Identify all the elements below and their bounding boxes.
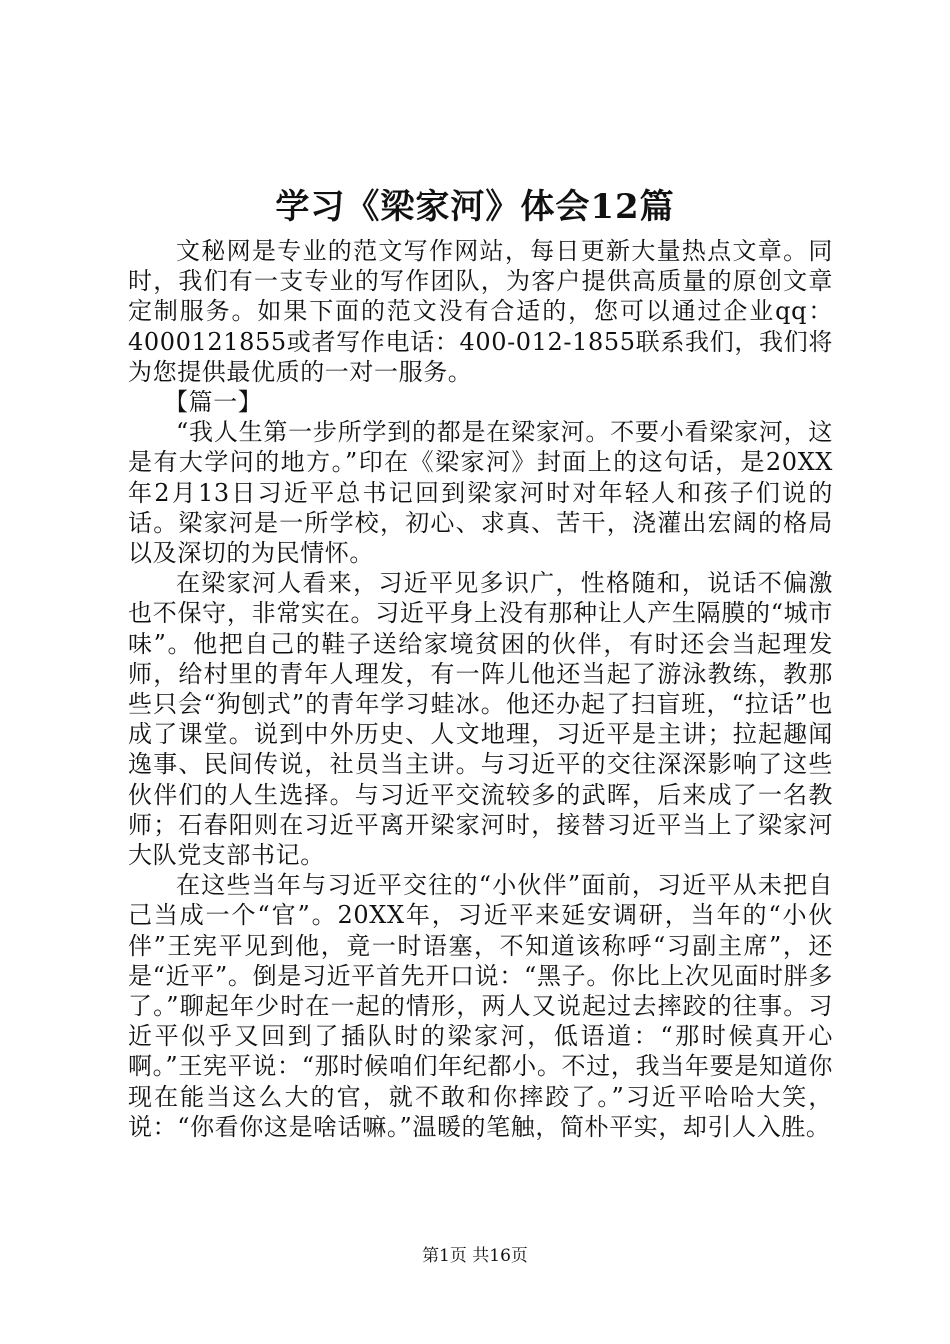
body-paragraph: 在这些当年与习近平交往的“小伙伴”面前，习近平从未把自己当成一个“官”。20XX年，习近平来延安调研，当年的“小伙伴”王宪平见到他，竟一时语塞，不知道该称呼“习副主席”，还是“近平”。倒是习近平首先开口说：“黑子。你比上次见面时胖多了。”聊起年少时在一起的情形，两人又说起过去摔跤的往事。习近平似乎又回到了插队时的梁家河，低语道：“那时候真开心啊。”王宪平说：“那时候咱们年纪都小。不过，我当年要是知道你现在能当这么大的官，就不敢和你摔跤了。”习近平哈哈大笑，说：“你看你这是啥话嘛。”温暖的笔触，简朴平实，却引人入胜。 [128,871,833,1141]
section-label: 【篇一】 [164,388,263,417]
body-paragraph: “我人生第一步所学到的都是在梁家河。不要小看梁家河，这是有大学问的地方。”印在《梁家河》封面上的这句话，是20XX年2月13日习近平总书记回到梁家河时对年轻人和孩子们说的话。梁家河是一所学校，初心、求真、苦干，浇灌出宏阔的格局以及深切的为民情怀。 [128,418,833,568]
page-footer: 第1页 共16页 [422,1246,528,1266]
document-body [128,236,833,1142]
document-title: 学习《梁家河》体会12篇 [275,187,675,227]
body-paragraph: 在梁家河人看来，习近平见多识广，性格随和，说话不偏激也不保守，非常实在。习近平身上没有那种让人产生隔膜的“城市味”。他把自己的鞋子送给家境贫困的伙伴，有时还会当起理发师，给村里的青年人理发，有一阵儿他还当起了游泳教练，教那些只会“狗刨式”的青年学习蛙冰。他还办起了扫盲班，“拉话”也成了课堂。说到中外历史、人文地理，习近平是主讲；拉起趣闻逸事、民间传说，社员当主讲。与习近平的交往深深影响了这些伙伴们的人生选择。与习近平交流较多的武晖，后来成了一名教师；石春阳则在习近平离开梁家河时，接替习近平当上了梁家河大队党支部书记。 [128,569,833,870]
intro-paragraph: 文秘网是专业的范文写作网站，每日更新大量热点文章。同时，我们有一支专业的写作团队，为客户提供高质量的原创文章定制服务。如果下面的范文没有合适的，您可以通过企业qq：4000121855或者写作电话：400-012-1855联系我们，我们将为您提供最优质的一对一服务。 [128,237,833,386]
